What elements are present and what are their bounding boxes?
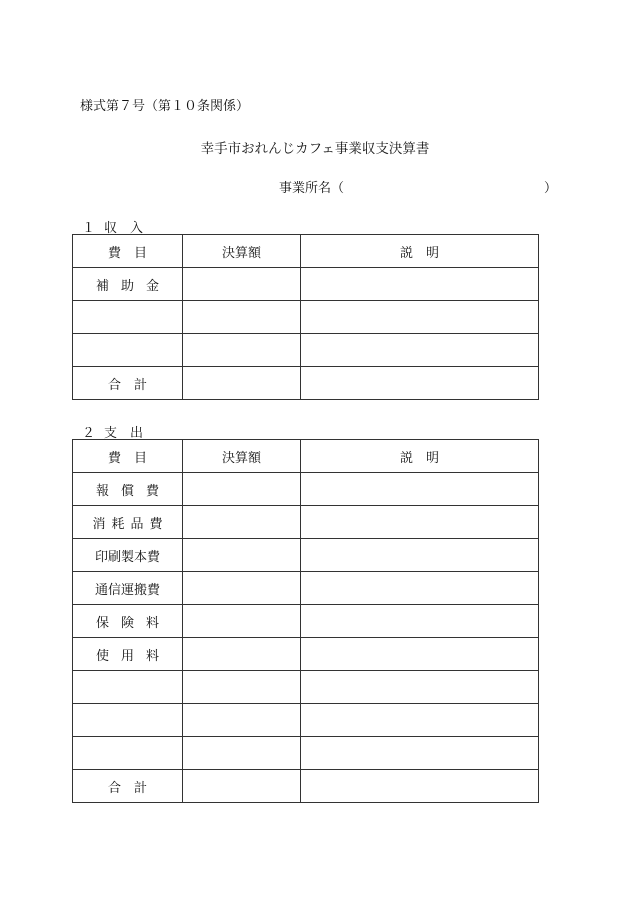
expense-total-description[interactable] <box>301 770 539 803</box>
income-amount-cell[interactable] <box>183 301 301 334</box>
expense-item-postage: 通信運搬費 <box>73 572 183 605</box>
expense-header-item: 費 目 <box>73 440 183 473</box>
expense-amount-cell[interactable] <box>183 506 301 539</box>
table-row <box>73 638 539 671</box>
expense-section-title: 支 出 <box>104 426 144 441</box>
expense-total-amount[interactable] <box>183 770 301 803</box>
expense-header-description: 説 明 <box>301 440 539 473</box>
income-total-row <box>73 367 539 400</box>
expense-description-cell[interactable] <box>301 473 539 506</box>
income-header-row <box>73 235 539 268</box>
expense-item-insurance: 保険料 <box>73 605 183 638</box>
income-amount-cell[interactable] <box>183 268 301 301</box>
table-row <box>73 737 539 770</box>
expense-description-cell[interactable] <box>301 704 539 737</box>
table-row <box>73 506 539 539</box>
expense-description-cell[interactable] <box>301 506 539 539</box>
table-row <box>73 704 539 737</box>
table-row <box>73 301 539 334</box>
table-row <box>73 572 539 605</box>
income-item-subsidy: 補助金 <box>73 268 183 301</box>
table-row <box>73 473 539 506</box>
expense-description-cell[interactable] <box>301 605 539 638</box>
expense-amount-cell[interactable] <box>183 638 301 671</box>
expense-item-consumables: 消耗品費 <box>73 506 183 539</box>
income-description-cell[interactable] <box>301 301 539 334</box>
expense-total-label: 合 計 <box>73 770 183 803</box>
income-header-amount: 決算額 <box>183 235 301 268</box>
income-amount-cell[interactable] <box>183 334 301 367</box>
expense-description-cell[interactable] <box>301 539 539 572</box>
expense-item-cell[interactable] <box>73 737 183 770</box>
form-number: 様式第７号（第１０条関係） <box>80 99 250 114</box>
office-name-label: 事業所名（ <box>279 181 345 196</box>
expense-description-cell[interactable] <box>301 671 539 704</box>
table-row <box>73 671 539 704</box>
income-table <box>72 234 539 400</box>
table-row <box>73 334 539 367</box>
expense-amount-cell[interactable] <box>183 671 301 704</box>
expense-header-row <box>73 440 539 473</box>
income-description-cell[interactable] <box>301 334 539 367</box>
income-total-amount[interactable] <box>183 367 301 400</box>
office-name-close: ） <box>544 181 558 196</box>
income-total-label: 合 計 <box>73 367 183 400</box>
expense-amount-cell[interactable] <box>183 572 301 605</box>
expense-amount-cell[interactable] <box>183 473 301 506</box>
income-item-cell[interactable] <box>73 334 183 367</box>
income-description-cell[interactable] <box>301 268 539 301</box>
expense-description-cell[interactable] <box>301 572 539 605</box>
expense-table <box>72 439 539 803</box>
expense-item-usage-fee: 使用料 <box>73 638 183 671</box>
income-item-cell[interactable] <box>73 301 183 334</box>
expense-amount-cell[interactable] <box>183 605 301 638</box>
income-header-description: 説 明 <box>301 235 539 268</box>
table-row <box>73 539 539 572</box>
income-section-title: 収 入 <box>104 221 144 236</box>
expense-amount-cell[interactable] <box>183 737 301 770</box>
table-row <box>73 605 539 638</box>
expense-item-cell[interactable] <box>73 704 183 737</box>
income-header-item: 費 目 <box>73 235 183 268</box>
income-section-number: １ <box>82 221 96 236</box>
income-total-description[interactable] <box>301 367 539 400</box>
expense-description-cell[interactable] <box>301 638 539 671</box>
expense-description-cell[interactable] <box>301 737 539 770</box>
expense-item-printing: 印刷製本費 <box>73 539 183 572</box>
table-row <box>73 268 539 301</box>
expense-header-amount: 決算額 <box>183 440 301 473</box>
expense-amount-cell[interactable] <box>183 704 301 737</box>
expense-section-number: ２ <box>82 426 96 441</box>
expense-amount-cell[interactable] <box>183 539 301 572</box>
expense-item-cell[interactable] <box>73 671 183 704</box>
expense-total-row <box>73 770 539 803</box>
document-title: 幸手市おれんじカフェ事業収支決算書 <box>200 141 430 157</box>
expense-item-honorarium: 報償費 <box>73 473 183 506</box>
